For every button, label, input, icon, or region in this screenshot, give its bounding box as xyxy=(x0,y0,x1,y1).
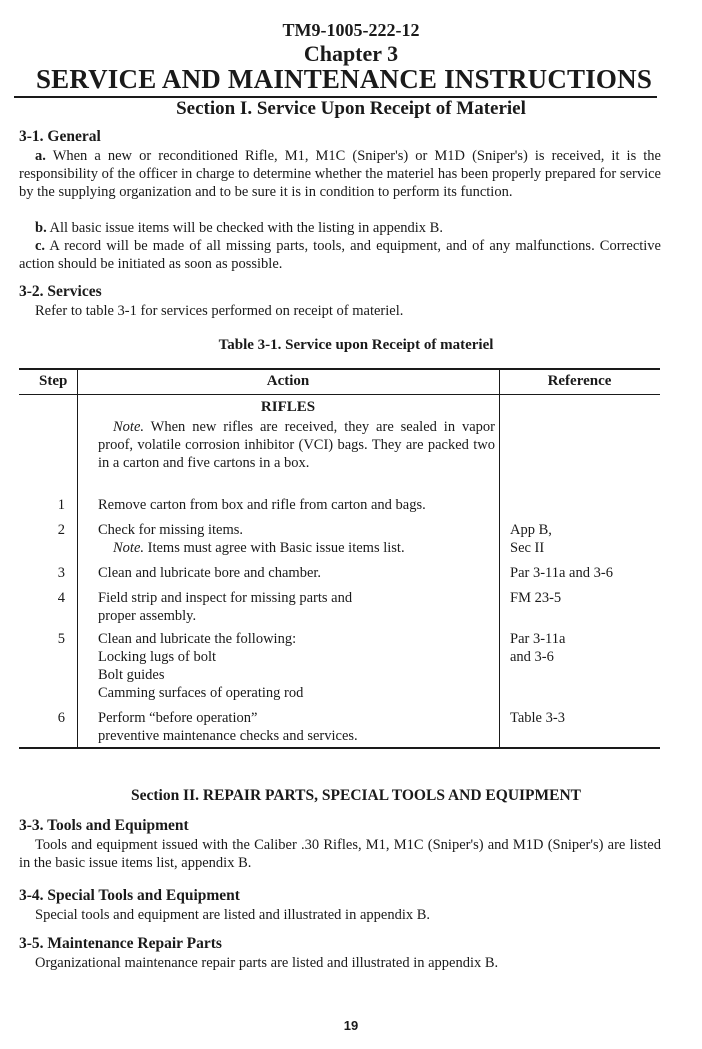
row-2-step: 2 xyxy=(57,522,65,538)
section-1-heading: Section I. Service Upon Receipt of Materiel xyxy=(176,98,526,119)
row-5-action: Clean and lubricate the following: xyxy=(98,631,297,647)
row-6-action-line2: preventive maintenance checks and services. xyxy=(98,728,358,744)
para-3-2-heading: 3-2. Services xyxy=(19,283,102,300)
table-header-rule xyxy=(19,394,660,395)
para-3-3-heading: 3-3. Tools and Equipment xyxy=(19,817,189,834)
note-text: When new rifles are received, they are sealed in vapor proof, volatile corrosion inhibitor (VCI) bags. They are packed two in a carton and five cartons in a box. xyxy=(98,419,495,471)
page-title: SERVICE AND MAINTENANCE INSTRUCTIONS xyxy=(35,64,653,94)
para-3-1-a-label: a. xyxy=(35,148,46,164)
table-top-rule xyxy=(19,368,660,370)
section-2-heading: Section II. REPAIR PARTS, SPECIAL TOOLS AND EQUIPMENT xyxy=(130,787,582,804)
para-3-1-a-text: When a new or reconditioned Rifle, M1, M1C (Sniper's) or M1D (Sniper's) is received, it is the responsibility of the officer in charge to determine whether the materiel has been properly prepared for service by the supplying organization and to be sure it is in condition to perform its function. xyxy=(19,148,661,200)
row-3-action: Clean and lubricate bore and chamber. xyxy=(98,565,322,581)
row-6-reference: Table 3-3 xyxy=(510,710,565,726)
row-2-reference-line2: Sec II xyxy=(510,540,545,556)
row-5-item: Locking lugs of bolt xyxy=(98,649,217,665)
column-header-action: Action xyxy=(266,373,310,389)
table-bottom-rule xyxy=(19,747,660,749)
para-3-3-text: Tools and equipment issued with the Caliber .30 Rifles, M1, M1C (Sniper's) and M1D (Sniper's) are listed in the basic issue items list, appendix B. xyxy=(19,837,661,871)
row-4-action-line2: proper assembly. xyxy=(98,608,197,624)
row-6-step: 6 xyxy=(57,710,65,726)
group-heading-rifles: RIFLES xyxy=(260,399,316,415)
para-3-1-b xyxy=(19,219,661,237)
chapter-heading: Chapter 3 xyxy=(303,41,399,66)
row-1-action: Remove carton from box and rifle from carton and bags. xyxy=(98,497,426,513)
para-3-1-c-text: A record will be made of all missing parts, tools, and equipment, and of any malfunctions. Corrective action should be initiated as soon as possible. xyxy=(19,238,661,272)
para-3-5-heading: 3-5. Maintenance Repair Parts xyxy=(19,935,222,952)
row-2-note xyxy=(113,539,495,557)
row-4-reference: FM 23-5 xyxy=(510,590,562,606)
table-title: Table 3-1. Service upon Receipt of materiel xyxy=(218,337,494,353)
row-5-step: 5 xyxy=(57,631,65,647)
service-table xyxy=(19,368,660,748)
row-5-reference-line1: Par 3-11a xyxy=(510,631,566,647)
row-2-note-text: Items must agree with Basic issue items list. xyxy=(147,540,405,556)
row-3-step: 3 xyxy=(57,565,65,581)
tm-number: TM9-1005-222-12 xyxy=(282,20,420,40)
column-header-reference: Reference xyxy=(547,373,612,389)
row-1-step: 1 xyxy=(57,497,65,513)
para-3-1-a xyxy=(19,147,661,201)
para-3-1-c xyxy=(19,237,661,273)
row-3-reference: Par 3-11a and 3-6 xyxy=(510,565,613,581)
row-2-action: Check for missing items. xyxy=(98,522,243,538)
page-number: 19 xyxy=(343,1018,359,1033)
para-3-5-text: Organizational maintenance repair parts are listed and illustrated in appendix B. xyxy=(35,955,499,971)
row-2-reference-line1: App B, xyxy=(510,522,552,538)
table-column-rule xyxy=(77,368,78,748)
para-3-4-heading: 3-4. Special Tools and Equipment xyxy=(19,887,240,904)
row-6-action-line1: Perform “before operation” xyxy=(98,710,258,726)
para-3-1-b-label: b. xyxy=(35,220,47,236)
note-label: Note. xyxy=(113,540,145,556)
para-3-1-b-text: All basic issue items will be checked with the listing in appendix B. xyxy=(49,220,443,236)
row-5-item: Camming surfaces of operating rod xyxy=(98,685,304,701)
column-header-step: Step xyxy=(39,373,68,389)
para-3-1-heading: 3-1. General xyxy=(19,128,101,145)
row-5-item: Bolt guides xyxy=(98,667,165,683)
table-column-rule xyxy=(499,368,500,748)
rifles-note xyxy=(98,418,495,472)
para-3-2-text: Refer to table 3-1 for services performed on receipt of materiel. xyxy=(35,303,404,319)
para-3-1-c-label: c. xyxy=(35,238,46,254)
row-4-step: 4 xyxy=(57,590,65,606)
row-5-reference-line2: and 3-6 xyxy=(510,649,554,665)
note-label: Note. xyxy=(113,419,145,435)
row-4-action-line1: Field strip and inspect for missing parts and xyxy=(98,590,353,606)
para-3-4-text: Special tools and equipment are listed and illustrated in appendix B. xyxy=(35,907,431,923)
